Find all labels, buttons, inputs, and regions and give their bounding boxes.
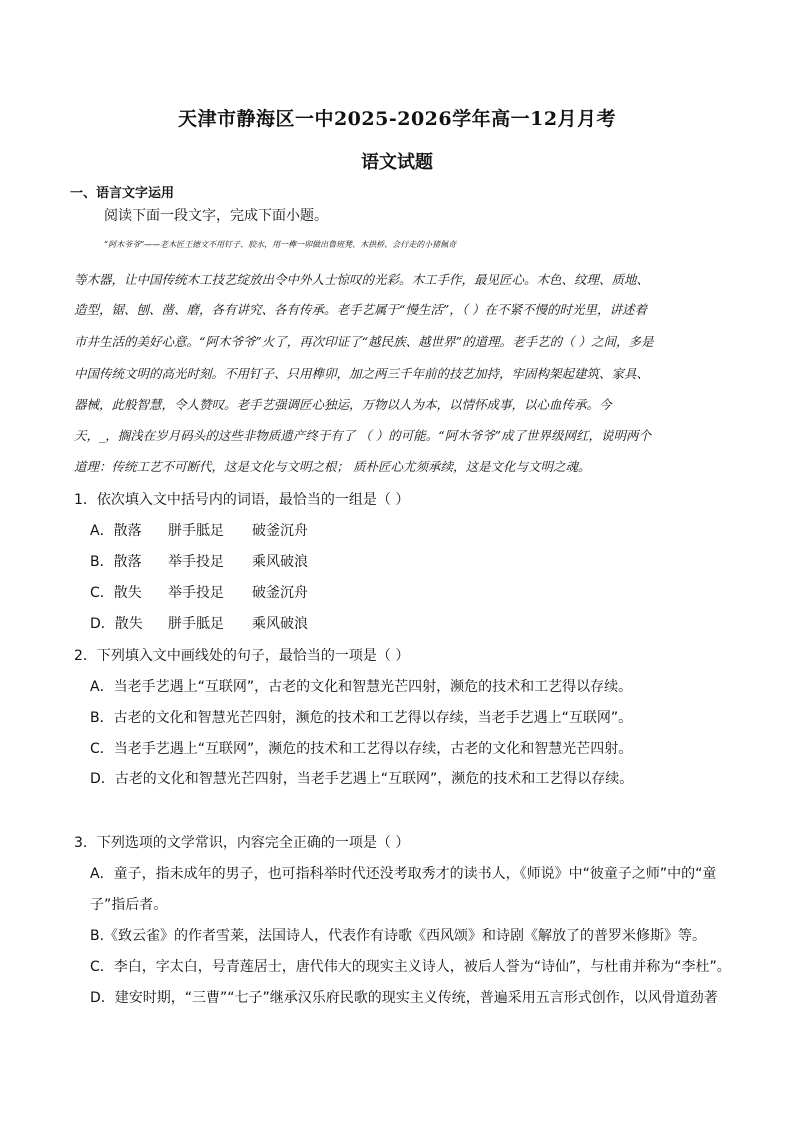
passage-line: 造型，锯、刨、凿、磨，各有讲究、各有传承。老手艺属于“慢生活”，（ ）在不紧不慢的时光里，讲述着 (74, 302, 648, 317)
page-title: 天津市静海区一中2025-2026学年高一12月月考 (177, 108, 617, 130)
question-3-option-a-continued: 子”指后者。 (90, 897, 168, 913)
question-2-option-a: A．当老手艺遇上“互联网”，古老的文化和智慧光芒四射，濒危的技术和工艺得以存续。 (90, 679, 633, 695)
option-word: 破釜沉舟 (252, 523, 308, 539)
option-label: D．散失 (90, 616, 143, 632)
option-label: B．散落 (90, 554, 142, 570)
option-word: 乘风破浪 (252, 616, 308, 632)
option-word: 胼手胝足 (168, 523, 224, 539)
option-label: A．散落 (90, 523, 142, 539)
passage-line: 器械，此般智慧，令人赞叹。老手艺强调匠心独运，万物以人为本，以情怀成事，以心血传承。今 (74, 397, 612, 412)
passage-line: 道理：传统工艺不可断代，这是文化与文明之根； 质朴匠心尤须承续，这是文化与文明之魂。 (74, 459, 591, 474)
question-1-option-b (90, 551, 308, 571)
question-3-stem: 3．下列选项的文学常识，内容完全正确的一项是（ ） (74, 835, 410, 851)
reading-instruction: 阅读下面一段文字，完成下面小题。 (104, 208, 328, 224)
passage-line: 天，_，搁浅在岁月码头的这些非物质遗产终于有了 （ ）的可能。“阿木爷爷”成了世界级网红，说明两个 (74, 428, 651, 443)
question-2-stem: 2．下列填入文中画线处的句子，最恰当的一项是（ ） (74, 648, 410, 664)
option-word: 破釜沉舟 (252, 585, 308, 601)
question-3-option-d: D．建安时期，“三曹”“七子”继承汉乐府民歌的现实主义传统，普遍采用五言形式创作，以风骨道劲著 (90, 990, 718, 1006)
question-2-option-d: D．古老的文化和智慧光芒四射，当老手艺遇上“互联网”，濒危的技术和工艺得以存续。 (90, 771, 634, 787)
page-subtitle: 语文试题 (361, 152, 433, 173)
question-1-option-d (90, 613, 308, 633)
question-3-option-c: C．李白，字太白，号青莲居士，唐代伟大的现实主义诗人，被后人誉为“诗仙”，与杜甫并称为“李杜”。 (90, 959, 731, 975)
question-1-stem: 1．依次填入文中括号内的词语，最恰当的一组是（ ） (74, 492, 410, 508)
option-word: 胼手胝足 (168, 616, 224, 632)
question-2-option-b: B．古老的文化和智慧光芒四射，濒危的技术和工艺得以存续，当老手艺遇上“互联网”。 (90, 710, 633, 726)
section-heading: 一、语言文字运用 (70, 186, 175, 201)
question-1-option-a (90, 520, 308, 540)
question-1-option-c (90, 582, 308, 602)
passage-line: 中国传统文明的高光时刻。不用钉子、只用榫卯，加之两三千年前的技艺加持，牢固构架起建筑、家具、 (74, 366, 650, 381)
passage-line: 等木器，让中国传统木工技艺绽放出令中外人士惊叹的光彩。木工手作，最见匠心。木色、纹理、质地、 (74, 272, 650, 287)
question-3-option-b: B.《致云雀》的作者雪莱，法国诗人，代表作有诗歌《西风颂》和诗剧《解放了的普罗米修斯》等。 (90, 928, 707, 944)
option-word: 举手投足 (168, 554, 224, 570)
passage-line: 市井生活的美好心意。“阿木爷爷”火了，再次印证了“越民族、越世界”的道理。老手艺的（ ）之间，多是 (74, 334, 654, 349)
passage-line: “阿木爷爷”——老木匠王德文不用钉子、胶水，用一榫一卯做出鲁班凳、木拱桥、会行走的小猪佩奇 (104, 240, 457, 249)
question-3-option-a: A．童子，指未成年的男子，也可指科举时代还没考取秀才的读书人，《师说》中“彼童子之师”中的“童 (90, 866, 717, 882)
question-2-option-c: C．当老手艺遇上“互联网”，濒危的技术和工艺得以存续，古老的文化和智慧光芒四射。 (90, 741, 633, 757)
option-word: 乘风破浪 (252, 554, 308, 570)
option-word: 举手投足 (168, 585, 224, 601)
option-label: C．散失 (90, 585, 142, 601)
